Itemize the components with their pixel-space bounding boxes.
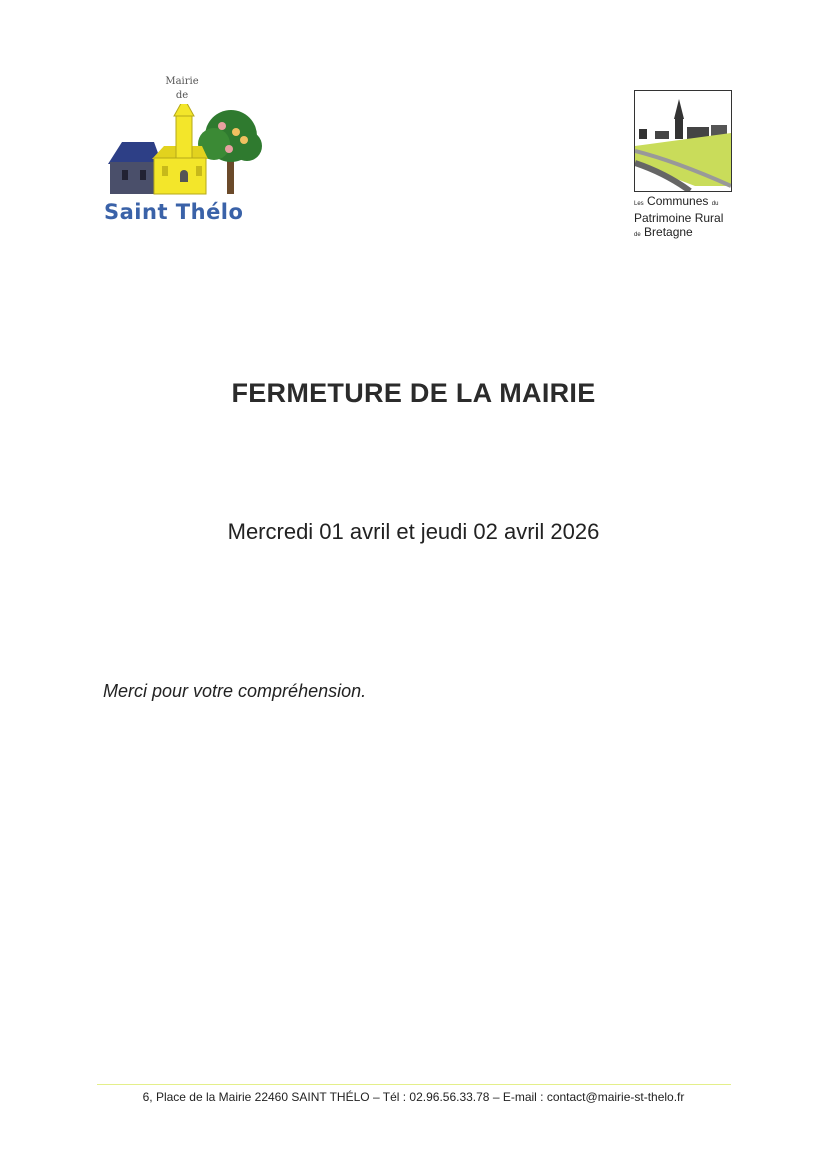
footer-address: 6, Place de la Mairie 22460 SAINT THÉLO – Tél : 02.96.56.33.78 – E-mail : contact@mairie-st-thelo.fr (142, 1090, 685, 1104)
logo-mairie-label: Mairie (165, 76, 199, 87)
closure-dates: Mercredi 01 avril et jeudi 02 avril 2026 (227, 519, 600, 544)
patrimoine-rural-logo (634, 90, 744, 250)
saint-thelo-logo (104, 74, 264, 234)
notice-title: FERMETURE DE LA MAIRIE (231, 378, 596, 408)
caption-communes: Communes (647, 194, 709, 208)
logo-de-label: de (175, 90, 189, 101)
patrimoine-rural-caption (634, 194, 744, 242)
caption-small-de: de (634, 232, 641, 238)
caption-small-les: Les (634, 201, 644, 207)
landscape-logo-icon (634, 90, 732, 192)
church-illustration-icon (104, 104, 264, 199)
caption-small-du: du (711, 201, 719, 207)
thanks-message: Merci pour votre compréhension. (103, 681, 367, 701)
caption-patrimoine-rural: Patrimoine Rural (634, 211, 724, 225)
caption-bretagne: Bretagne (644, 225, 693, 239)
footer-divider (97, 1084, 731, 1085)
logo-town-name: Saint Thélo (104, 200, 244, 224)
